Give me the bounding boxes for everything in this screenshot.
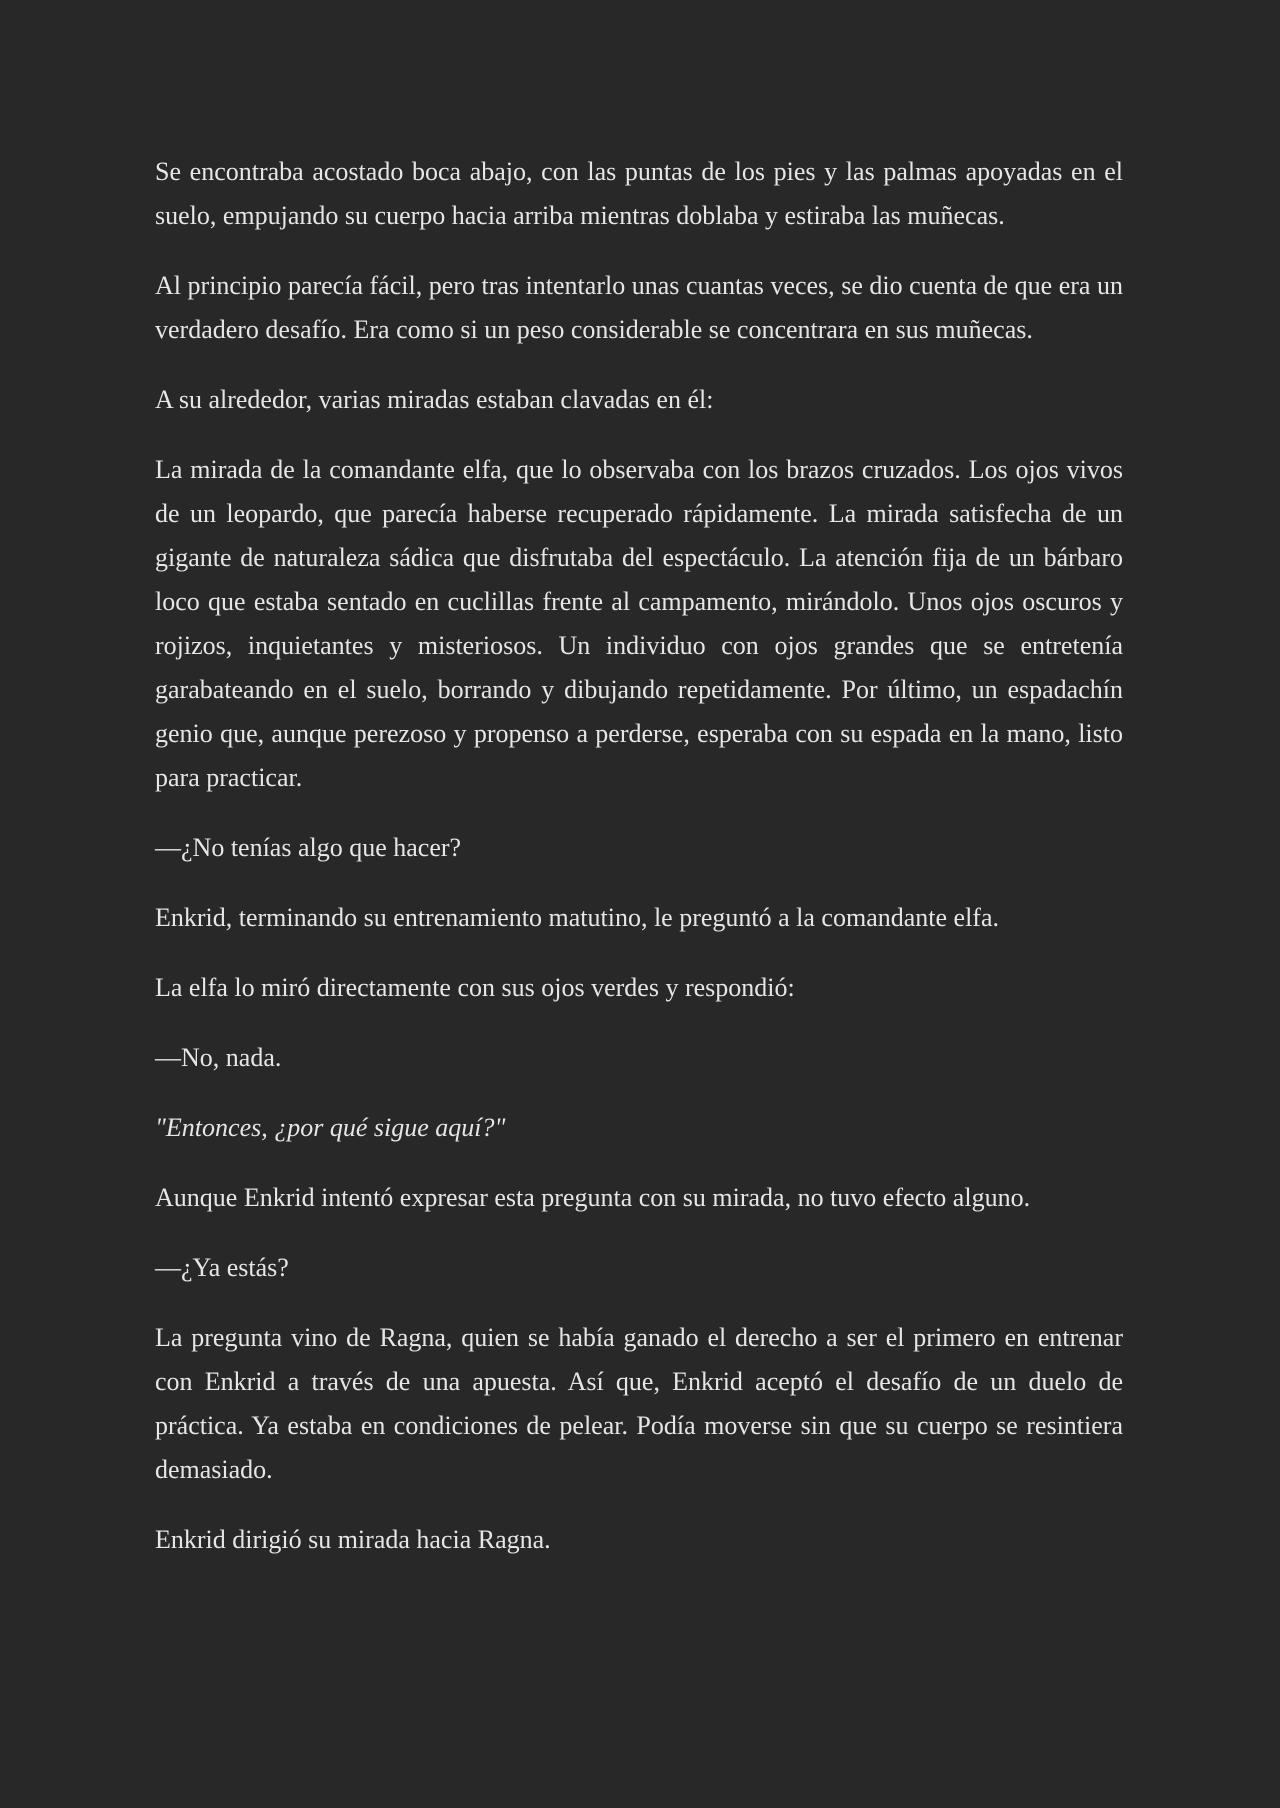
paragraph-2: Al principio parecía fácil, pero tras intentarlo unas cuantas veces, se dio cuenta de que era un verdadero desafío. Era como si un peso considerable se concentrara en sus muñecas. (155, 271, 1123, 344)
paragraph-3: A su alrededor, varias miradas estaban clavadas en él: (155, 385, 714, 414)
paragraph-6: La elfa lo miró directamente con sus ojos verdes y respondió: (155, 973, 795, 1002)
paragraph-9: Enkrid dirigió su mirada hacia Ragna. (155, 1525, 551, 1554)
paragraph-7: Aunque Enkrid intentó expresar esta pregunta con su mirada, no tuvo efecto alguno. (155, 1183, 1031, 1212)
paragraph-1: Se encontraba acostado boca abajo, con las puntas de los pies y las palmas apoyadas en el suelo, empujando su cuerpo hacia arriba mientras doblaba y estiraba las muñecas. (155, 157, 1123, 230)
paragraph-8: La pregunta vino de Ragna, quien se había ganado el derecho a ser el primero en entrenar con Enkrid a través de una apuesta. Así que, Enkrid aceptó el desafío de un duelo de práctica. Ya estaba en condiciones de pelear. Podía moverse sin que su cuerpo se resintiera demasiado. (155, 1323, 1123, 1484)
paragraph-4: La mirada de la comandante elfa, que lo observaba con los brazos cruzados. Los ojos vivos de un leopardo, que parecía haberse recuperado rápidamente. La mirada satisfecha de un gigante de naturaleza sádica que disfrutaba del espectáculo. La atención fija de un bárbaro loco que estaba sentado en cuclillas frente al campamento, mirándolo. Unos ojos oscuros y rojizos, inquietantes y misteriosos. Un individuo con ojos grandes que se entretenía garabateando en el suelo, borrando y dibujando repetidamente. Por último, un espadachín genio que, aunque perezoso y propenso a perderse, esperaba con su espada en la mano, listo para practicar. (155, 455, 1123, 792)
inner-thought: "Entonces, ¿por qué sigue aquí?" (155, 1113, 506, 1142)
dialogue-line-3: —¿Ya estás? (155, 1253, 289, 1282)
chapter-text (155, 150, 1123, 1588)
dialogue-line-2: —No, nada. (155, 1043, 282, 1072)
dialogue-line-1: —¿No tenías algo que hacer? (155, 833, 462, 862)
paragraph-5: Enkrid, terminando su entrenamiento matutino, le preguntó a la comandante elfa. (155, 903, 999, 932)
